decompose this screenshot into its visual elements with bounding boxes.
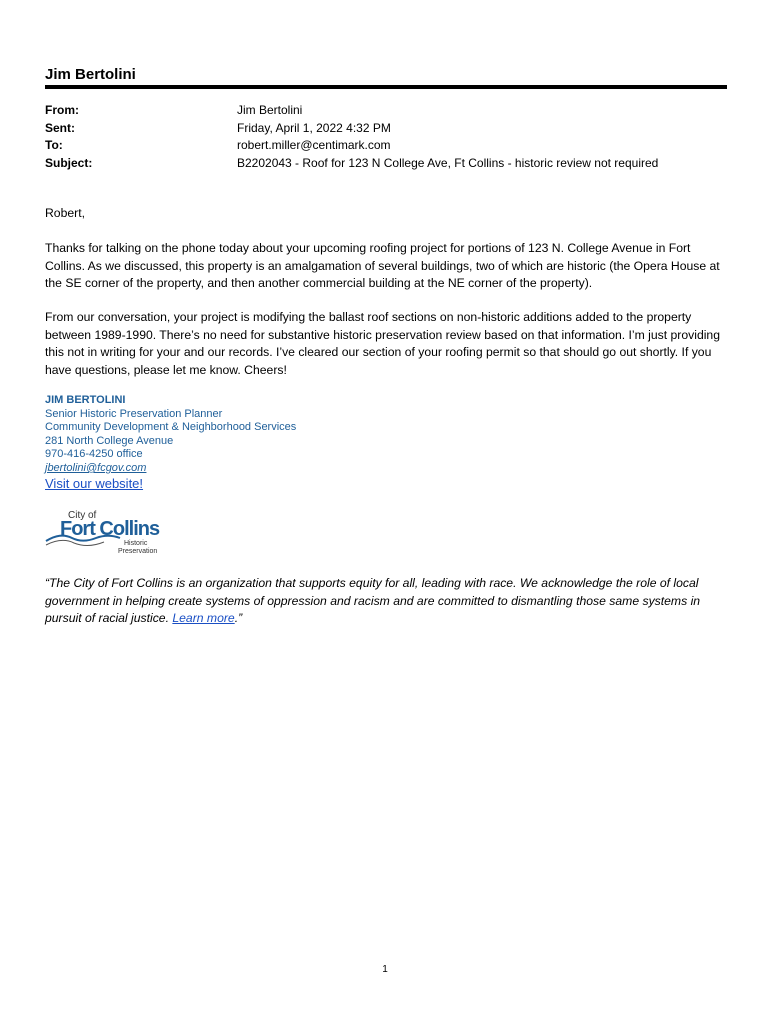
sender-name-heading: Jim Bertolini bbox=[45, 66, 136, 83]
greeting: Robert, bbox=[45, 206, 85, 220]
equity-statement-end: .” bbox=[234, 611, 243, 626]
equity-statement-text: “The City of Fort Collins is an organization that supports equity for all, leading with race. We acknowledge the role of local government in helping create systems of oppression and racism and are committed to dismantling those same systems in pursuit of racial justice. bbox=[45, 576, 701, 626]
subject-label: Subject: bbox=[45, 156, 93, 170]
to-label: To: bbox=[45, 138, 63, 152]
page-number: 1 bbox=[382, 964, 388, 975]
sent-label: Sent: bbox=[45, 121, 75, 135]
logo-city-of: City of bbox=[68, 510, 97, 521]
body-paragraph-1: Thanks for talking on the phone today about your upcoming roofing project for portions of 123 N. College Avenue in Fort Collins. As we discussed, this property is an amalgamation of several buildings, two of which are historic (the Opera House at the SE corner of the property, and then another commercial building at the NE corner of the property). bbox=[45, 241, 720, 291]
logo-fort-collins: Fort Collins bbox=[60, 518, 160, 540]
signature-title: Senior Historic Preservation Planner bbox=[45, 407, 223, 420]
header-divider bbox=[45, 85, 727, 89]
from-value: Jim Bertolini bbox=[237, 103, 303, 117]
learn-more-link[interactable]: Learn more bbox=[172, 611, 235, 626]
signature-email-link[interactable]: jbertolini@fcgov.com bbox=[45, 461, 147, 474]
email-signature bbox=[45, 394, 296, 476]
equity-statement bbox=[45, 575, 725, 628]
signature-department: Community Development & Neighborhood Services bbox=[45, 421, 297, 434]
to-value: robert.miller@centimark.com bbox=[237, 138, 391, 152]
fort-collins-logo-graphic bbox=[44, 505, 164, 559]
signature-address: 281 North College Avenue bbox=[45, 434, 174, 447]
sent-value: Friday, April 1, 2022 4:32 PM bbox=[237, 121, 391, 135]
fort-collins-logo bbox=[44, 505, 164, 559]
body-paragraph-2: From our conversation, your project is modifying the ballast roof sections on non-historic additions added to the property between 1989-1990. There’s no need for substantive historic preservation review based on that information. I’m just providing this not in writing for your and our records. I’ve cleared our section of your roofing permit so that should go out shortly. If you have questions, please let me know. Cheers! bbox=[45, 310, 720, 377]
visit-website-link[interactable]: Visit our website! bbox=[45, 476, 144, 491]
subject-value: B2202043 - Roof for 123 N College Ave, Ft Collins - historic review not required bbox=[237, 156, 659, 170]
from-label: From: bbox=[45, 103, 79, 117]
logo-historic: Historic bbox=[124, 540, 148, 547]
signature-phone: 970-416-4250 office bbox=[45, 448, 143, 461]
signature-name: JIM BERTOLINI bbox=[45, 394, 126, 406]
logo-preservation: Preservation bbox=[118, 548, 158, 555]
